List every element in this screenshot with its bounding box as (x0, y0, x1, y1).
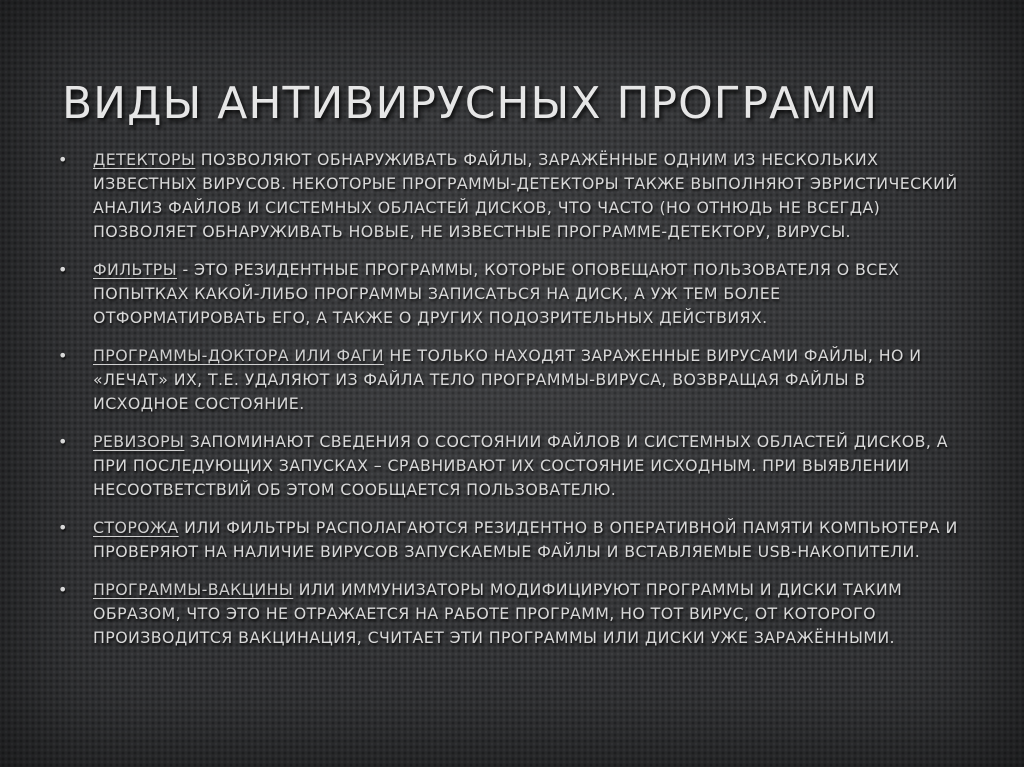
bullet-text: НЕ ТОЛЬКО НАХОДЯТ ЗАРАЖЕННЫЕ ВИРУСАМИ ФАЙЛЫ, НО И «ЛЕЧАТ» ИХ, Т.Е. УДАЛЯЮТ ИЗ ФАЙЛА ТЕЛО ПРОГРАММЫ-ВИРУСА, ВОЗВРАЩАЯ ФАЙЛЫ В ИСХОДНОЕ СОСТОЯНИЕ. (93, 346, 922, 413)
bullet-dot: • (58, 346, 68, 365)
term-link-filters[interactable]: ФИЛЬТРЫ (93, 260, 178, 279)
slide-title: ВИДЫ АНТИВИРУСНЫХ ПРОГРАММ (62, 78, 879, 129)
bullet-item-doctors (58, 344, 958, 416)
bullet-text: ПОЗВОЛЯЮТ ОБНАРУЖИВАТЬ ФАЙЛЫ, ЗАРАЖЁННЫЕ ОДНИМ ИЗ НЕСКОЛЬКИХ ИЗВЕСТНЫХ ВИРУСОВ. НЕКОТОРЫЕ ПРОГРАММЫ-ДЕТЕКТОРЫ ТАКЖЕ ВЫПОЛНЯЮТ ЭВРИСТИЧЕСКИЙ АНАЛИЗ ФАЙЛОВ И СИСТЕМНЫХ ОБЛАСТЕЙ ДИСКОВ, ЧТО ЧАСТО (НО ОТНЮДЬ НЕ ВСЕГДА) ПОЗВОЛЯЕТ ОБНАРУЖИВАТЬ НОВЫЕ, НЕ ИЗВЕСТНЫЕ ПРОГРАММЕ-ДЕТЕКТОРУ, ВИРУСЫ. (93, 150, 958, 241)
term-link-vaccines[interactable]: ПРОГРАММЫ-ВАКЦИНЫ (93, 580, 294, 599)
bullet-dot: • (58, 260, 68, 279)
bullet-text: ИЛИ ФИЛЬТРЫ РАСПОЛАГАЮТСЯ РЕЗИДЕНТНО В ОПЕРАТИВНОЙ ПАМЯТИ КОМПЬЮТЕРА И ПРОВЕРЯЮТ НА НАЛИЧИЕ ВИРУСОВ ЗАПУСКАЕМЫЕ ФАЙЛЫ И ВСТАВЛЯЕМЫЕ USB-НАКОПИТЕЛИ. (93, 518, 958, 561)
term-link-watchdogs[interactable]: СТОРОЖА (93, 518, 179, 537)
bullet-text: ЗАПОМИНАЮТ СВЕДЕНИЯ О СОСТОЯНИИ ФАЙЛОВ И СИСТЕМНЫХ ОБЛАСТЕЙ ДИСКОВ, А ПРИ ПОСЛЕДУЮЩИХ ЗАПУСКАХ – СРАВНИВАЮТ ИХ СОСТОЯНИЕ ИСХОДНЫМ. ПРИ ВЫЯВЛЕНИИ НЕСООТВЕТСТВИЙ ОБ ЭТОМ СООБЩАЕТСЯ ПОЛЬЗОВАТЕЛЮ. (93, 432, 948, 499)
bullet-text: ИЛИ ИММУНИЗАТОРЫ МОДИФИЦИРУЮТ ПРОГРАММЫ И ДИСКИ ТАКИМ ОБРАЗОМ, ЧТО ЭТО НЕ ОТРАЖАЕТСЯ НА РАБОТЕ ПРОГРАММ, НО ТОТ ВИРУС, ОТ КОТОРОГО ПРОИЗВОДИТСЯ ВАКЦИНАЦИЯ, СЧИТАЕТ ЭТИ ПРОГРАММЫ ИЛИ ДИСКИ УЖЕ ЗАРАЖЁННЫМИ. (93, 580, 903, 647)
bullet-text: - ЭТО РЕЗИДЕНТНЫЕ ПРОГРАММЫ, КОТОРЫЕ ОПОВЕЩАЮТ ПОЛЬЗОВАТЕЛЯ О ВСЕХ ПОПЫТКАХ КАКОЙ-ЛИБО ПРОГРАММЫ ЗАПИСАТЬСЯ НА ДИСК, А УЖ ТЕМ БОЛЕЕ ОТФОРМАТИРОВАТЬ ЕГО, А ТАКЖЕ О ДРУГИХ ПОДОЗРИТЕЛЬНЫХ ДЕЙСТВИЯХ. (93, 260, 900, 327)
bullet-item-watchdogs (58, 516, 958, 564)
bullet-item-filters (58, 258, 958, 330)
term-link-auditors[interactable]: РЕВИЗОРЫ (93, 432, 185, 451)
term-link-doctors[interactable]: ПРОГРАММЫ-ДОКТОРА ИЛИ ФАГИ (93, 346, 384, 365)
bullet-item-auditors (58, 430, 958, 502)
bullet-list (58, 148, 958, 664)
bullet-dot: • (58, 150, 68, 169)
term-link-detectors[interactable]: ДЕТЕКТОРЫ (93, 150, 196, 169)
bullet-dot: • (58, 432, 68, 451)
bullet-dot: • (58, 580, 68, 599)
bullet-item-vaccines (58, 578, 958, 650)
bullet-dot: • (58, 518, 68, 537)
bullet-item-detectors (58, 148, 958, 244)
